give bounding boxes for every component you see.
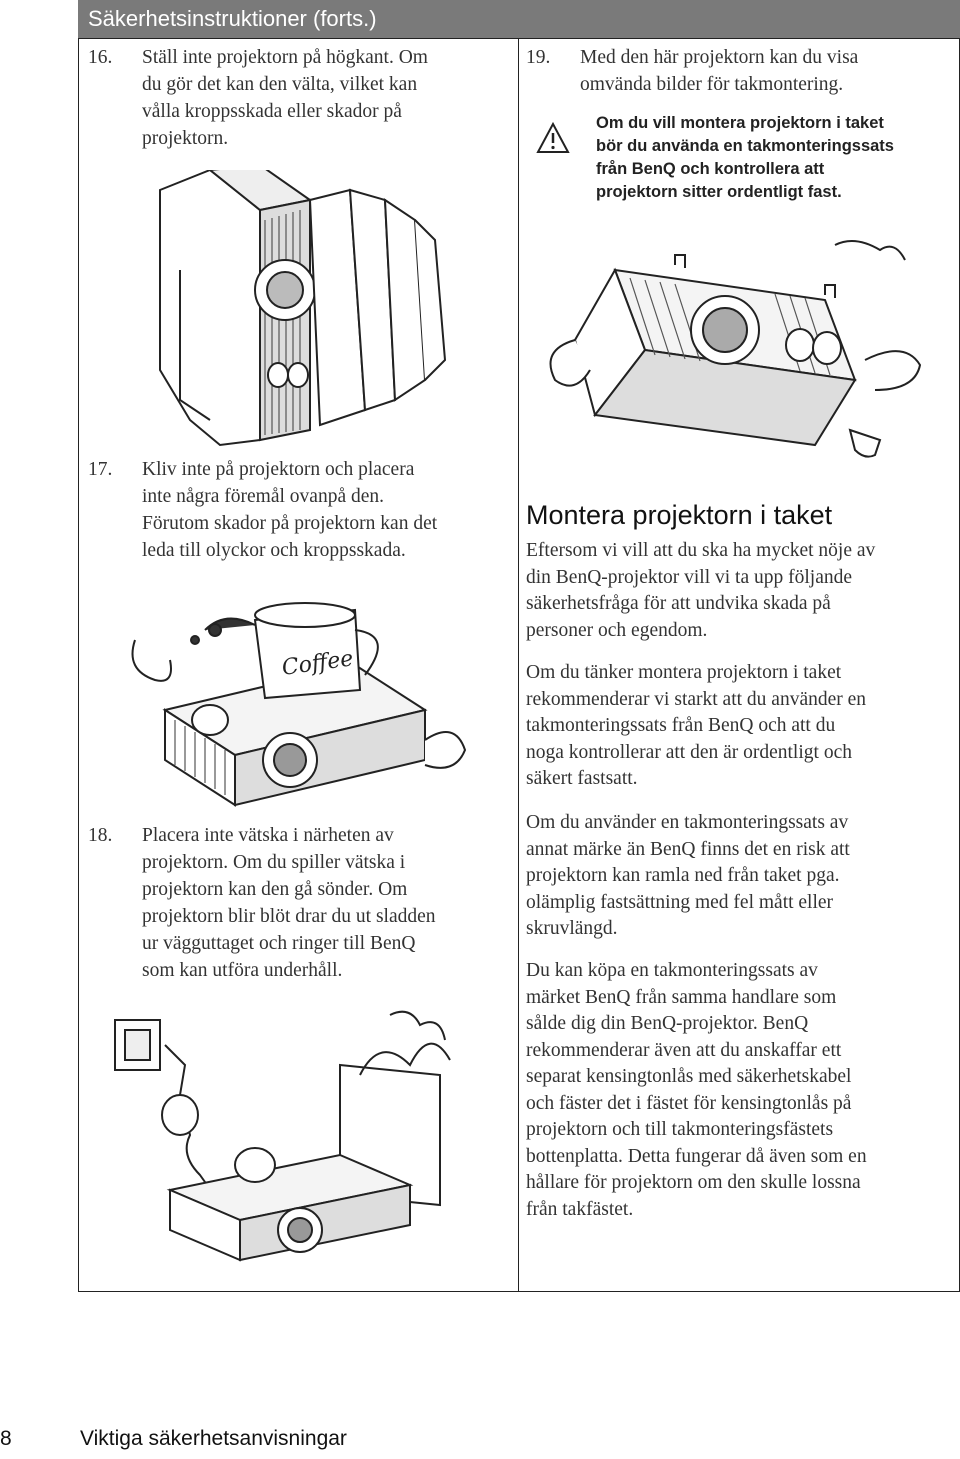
instruction-line: projektorn kan den gå sönder. Om: [142, 879, 408, 900]
ceiling-paragraph-2: [526, 660, 951, 793]
instruction-line: Placera inte vätska i närheten av: [142, 825, 394, 846]
instruction-line: inte några föremål ovanpå den.: [142, 486, 385, 507]
paragraph-line: Eftersom vi vill att du ska ha mycket nöje av: [526, 540, 876, 561]
paragraph-line: din BenQ-projektor vill vi ta upp följande: [526, 566, 853, 588]
coffee-on-projector-illustration: [125, 580, 475, 810]
instruction-line: Med den här projektorn kan du visa: [580, 47, 859, 68]
warning-line: från BenQ och kontrollera att: [596, 160, 825, 178]
paragraph-line: personer och egendom.: [526, 619, 708, 641]
instruction-line: ur vägguttaget och ringer till BenQ: [142, 933, 416, 954]
ceiling-section-title: Montera projektorn i taket: [526, 500, 833, 530]
instruction-line: projektorn. Om du spiller vätska i: [142, 852, 406, 873]
instruction-line: projektorn.: [142, 128, 229, 149]
warning-line: Om du vill montera projektorn i taket: [596, 114, 884, 132]
page-number: 8: [0, 1427, 12, 1450]
ceiling-paragraph-4: [526, 958, 951, 1223]
paragraph-line: Du kan köpa en takmonteringssats av: [526, 960, 818, 981]
instruction-18: [88, 822, 513, 992]
column-divider: [518, 38, 519, 1292]
paragraph-line: märket BenQ från samma handlare som: [526, 986, 837, 1008]
instruction-17: [88, 456, 513, 566]
paragraph-line: Om du tänker montera projektorn i taket: [526, 662, 842, 683]
section-header-title: Säkerhetsinstruktioner (forts.): [88, 6, 377, 31]
paragraph-line: bottenplatta. Detta fungerar då även som en: [526, 1145, 867, 1167]
instruction-number: 17.: [88, 459, 113, 480]
paragraph-line: säkert fastsatt.: [526, 768, 638, 789]
ceiling-projector-illustration: [535, 230, 945, 480]
paragraph-line: separat kensingtonlås med säkerhetskabel: [526, 1066, 852, 1087]
instruction-line: omvända bilder för takmontering.: [580, 74, 844, 95]
instruction-19: [526, 44, 951, 104]
paragraph-line: annat märke än BenQ finns det en risk att: [526, 838, 850, 860]
instruction-number: 19.: [526, 47, 551, 68]
instruction-line: projektorn blir blöt drar du ut sladden: [142, 906, 436, 927]
paragraph-line: projektorn och till takmonteringsfästets: [526, 1119, 834, 1140]
ceiling-warning: [596, 112, 956, 204]
paragraph-line: rekommenderar vi starkt att du använder en: [526, 688, 867, 710]
instruction-16: [88, 44, 513, 154]
paragraph-line: sålde dig din BenQ-projektor. BenQ: [526, 1013, 809, 1034]
paragraph-line: skruvlängd.: [526, 918, 618, 939]
section-header: [78, 0, 960, 38]
warning-triangle-icon: [536, 122, 570, 154]
instruction-line: Kliv inte på projektorn och placera: [142, 459, 415, 480]
paragraph-line: från takfästet.: [526, 1198, 634, 1220]
paragraph-line: hållare för projektorn om den skulle lossna: [526, 1172, 861, 1193]
paragraph-line: takmonteringssats från BenQ och att du: [526, 715, 836, 736]
instruction-line: Förutom skador på projektorn kan det: [142, 513, 438, 534]
instruction-number: 16.: [88, 47, 113, 68]
warning-line: bör du använda en takmonteringssats: [596, 137, 894, 155]
warning-line: projektorn sitter ordentligt fast.: [596, 183, 842, 201]
instruction-number: 18.: [88, 825, 113, 846]
paragraph-line: rekommenderar även att du anskaffar ett: [526, 1039, 842, 1061]
coffee-label: Coffee: [280, 646, 355, 681]
instruction-line: leda till olyckor och kroppsskada.: [142, 540, 406, 561]
paragraph-line: säkerhetsfråga för att undvika skada på: [526, 593, 831, 614]
instruction-line: som kan utföra underhåll.: [142, 960, 343, 981]
paragraph-line: Om du använder en takmonteringssats av: [526, 812, 849, 833]
paragraph-line: olämplig fastsättning med fel mått eller: [526, 891, 834, 913]
instruction-line: vålla kroppsskada eller skador på: [142, 101, 402, 122]
paragraph-line: noga kontrollerar att den är ordentligt och: [526, 741, 852, 763]
paragraph-line: projektorn kan ramla ned från taket pga.: [526, 865, 840, 886]
ceiling-paragraph-1: [526, 538, 951, 644]
instruction-line: Ställ inte projektorn på högkant. Om: [142, 47, 428, 68]
footer-chapter-title: Viktiga säkerhetsanvisningar: [80, 1427, 347, 1450]
paragraph-line: och fäster det i fästet för kensingtonlås på: [526, 1092, 852, 1114]
projector-on-side-illustration: [150, 170, 450, 450]
instruction-line: du gör det kan den välta, vilket kan: [142, 74, 418, 95]
ceiling-paragraph-3: [526, 810, 951, 943]
liquid-near-projector-illustration: [110, 1005, 490, 1265]
